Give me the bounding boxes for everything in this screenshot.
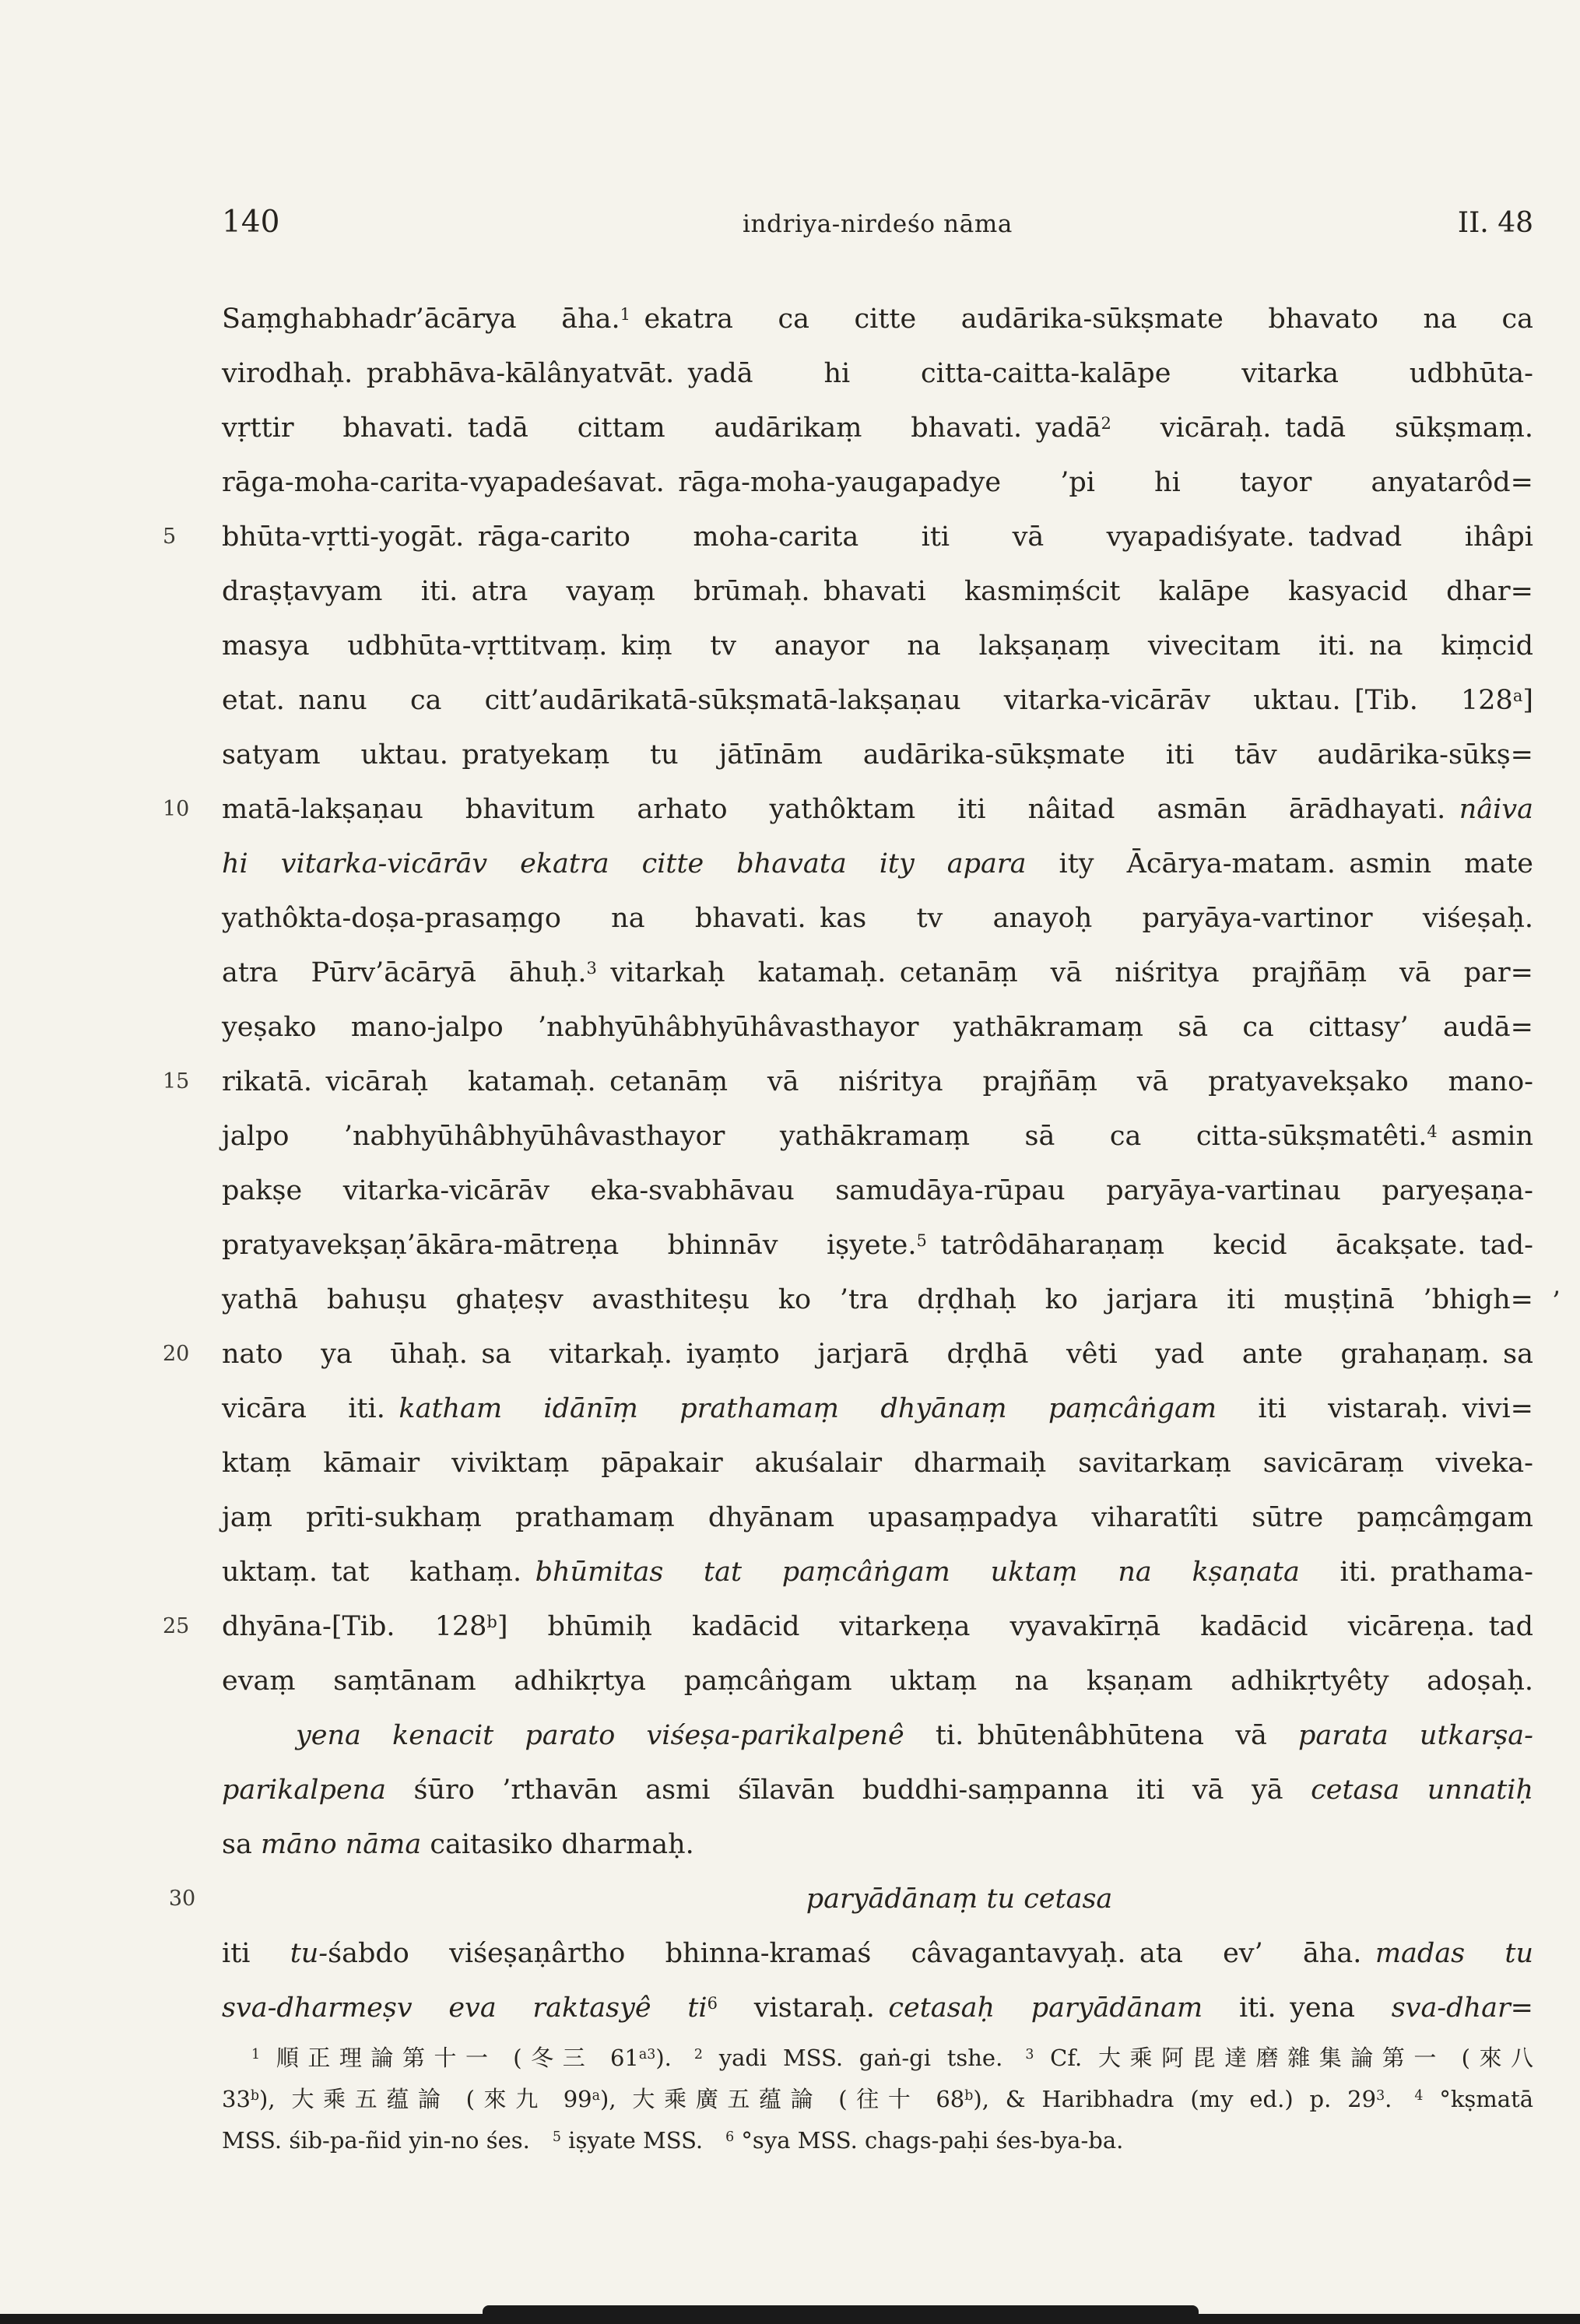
text-segment: etat. nanu ca citt’audārikatā-sūkṣmatā-lakṣaṇau vitarka-vicārāv uktau. [Tib. 128 — [222, 685, 1513, 716]
footnote-marker: 2 — [1101, 413, 1111, 433]
text-segment: matā-lakṣaṇau bhavitum arhato yathôktam iti nâitad asmān ārādhayati. — [222, 794, 1459, 825]
text-segment: ekatra ca citte audārika-sūkṣmate bhavato na ca — [630, 304, 1533, 335]
text-segment: dhyāna-[Tib. 128 — [222, 1611, 487, 1642]
text-segment: śabdo viśeṣaṇârtho bhinna-kramaś câvagantavyaḥ. ata ev’ āha. — [328, 1938, 1375, 1969]
italic-text: bhūmitas tat paṃcâṅgam uktaṃ na kṣaṇata — [535, 1557, 1300, 1588]
italic-text: cetasaḥ paryādānam — [888, 1992, 1203, 2024]
text-segment: ), 大乘廣五蕴論 (往十 68 — [600, 2086, 965, 2112]
text-segment: iti. yena — [1203, 1992, 1392, 2024]
text-line — [222, 401, 1533, 455]
text-segment: Saṃghabhadr’ācārya āha. — [222, 304, 620, 335]
text-segment: virodhaḥ. prabhāva-kālânyatvāt. yadā hi citta-caitta-kalāpe vitarka udbhūta- — [222, 358, 1533, 389]
footnote-marker: 1 — [251, 2047, 261, 2063]
text-segment: vṛttir bhavati. tadā cittam audārikaṃ bhavati. yadā — [222, 412, 1101, 444]
text-line — [222, 891, 1533, 946]
text-line — [222, 1926, 1533, 1981]
italic-text: cetasa unnatiḥ — [1311, 1775, 1533, 1806]
footnote-marker: 1 — [620, 304, 630, 324]
text-segment: yathā bahuṣu ghaṭeṣv avasthiteṣu ko ’tra dṛḍhaḥ ko jarjara iti muṣṭinā ’bhigh= — [222, 1284, 1533, 1315]
text-segment: ), & Haribhadra (my ed.) p. 29 — [973, 2086, 1377, 2112]
text-segment: 33 — [222, 2086, 251, 2112]
text-segment: pratyavekṣaṇ’ākāra-mātreṇa bhinnāv iṣyete. — [222, 1230, 917, 1261]
text-segment: ktaṃ kāmair viviktaṃ pāpakair akuśalair dharmaiḥ savitarkaṃ savicāraṃ viveka- — [222, 1448, 1533, 1479]
text-line — [222, 1654, 1533, 1708]
section-ref: II. 48 — [1457, 207, 1533, 239]
margin-line-number: 25 — [163, 1614, 190, 1638]
footnote-marker: 4 — [1427, 1122, 1438, 1141]
italic-text: sva-dhar= — [1391, 1992, 1534, 2024]
text-line — [163, 1055, 1533, 1109]
text-line — [222, 1164, 1533, 1218]
text-segment: uktaṃ. tat kathaṃ. — [222, 1557, 535, 1588]
footnote-marker: 4 — [1414, 2088, 1424, 2105]
margin-line-number: 5 — [163, 525, 177, 549]
text-segment: MSS. śib-pa-ñid yin-no śes. — [222, 2127, 553, 2154]
italic-text: nâiva — [1459, 794, 1533, 825]
text-segment: iti — [222, 1938, 290, 1969]
text-line — [222, 292, 1533, 346]
text-segment: ] — [1522, 685, 1533, 716]
text-segment: yeṣako mano-jalpo ’nabhyūhâbhyūhâvasthayor yathākramaṃ sā ca cittasy’ audā= — [222, 1012, 1533, 1043]
text-segment: atra Pūrv’ācāryā āhuḥ. — [222, 957, 587, 988]
text-line — [222, 2079, 1533, 2120]
text-segment: rāga-moha-carita-vyapadeśavat. rāga-moha-yaugapadye ’pi hi tayor anyatarôd= — [222, 467, 1533, 498]
text-line — [222, 2038, 1533, 2079]
text-segment: Cf. 大乘阿毘達磨雜集論第一 (來八 — [1034, 2045, 1534, 2071]
italic-text: sva-dharmeṣv eva raktasyê ti — [222, 1992, 707, 2024]
text-segment: sa — [222, 1829, 261, 1860]
text-segment: iti. prathama- — [1299, 1557, 1533, 1588]
text-segment: pakṣe vitarka-vicārāv eka-svabhāvau samudāya-rūpau paryāya-vartinau paryeṣaṇa- — [222, 1175, 1533, 1206]
text-segment: 順正理論第十一 (冬三 61 — [260, 2045, 639, 2071]
text-line — [168, 1872, 1533, 1926]
text-segment: ti. bhūtenâbhūtena vā — [904, 1720, 1298, 1751]
text-segment: iti vistaraḥ. vivi= — [1217, 1393, 1533, 1424]
text-segment: śūro ’rthavān asmi śīlavān buddhi-saṃpanna iti vā yā — [386, 1775, 1311, 1806]
margin-line-number: 10 — [163, 797, 190, 821]
scan-edge-bump — [483, 2305, 1199, 2324]
text-line — [222, 1273, 1533, 1327]
text-line — [222, 455, 1533, 510]
footnote-marker: b — [250, 2088, 260, 2105]
text-line — [222, 1981, 1533, 2035]
text-segment: vicāraḥ. tadā sūkṣmaṃ. — [1111, 412, 1533, 444]
text-segment: tatrôdāharaṇaṃ kecid ācakṣate. tad- — [926, 1230, 1533, 1261]
text-segment: bhūta-vṛtti-yogāt. rāga-carito moha-carita iti vā vyapadiśyate. tadvad ihâpi — [222, 521, 1533, 553]
italic-text: parata utkarṣa- — [1297, 1720, 1533, 1751]
text-segment: asmin — [1437, 1121, 1533, 1152]
text-line — [222, 946, 1533, 1000]
scan-artifact-mark: ’ — [1552, 1286, 1561, 1317]
footnote-marker: 6 — [707, 1993, 718, 2013]
text-segment: . — [1385, 2086, 1415, 2112]
text-segment: evaṃ saṃtānam adhikṛtya paṃcâṅgam uktaṃ na kṣaṇam adhikṛtyêty adoṣaḥ. — [222, 1666, 1533, 1697]
italic-text: yena kenacit parato viśeṣa-parikalpenê — [296, 1720, 904, 1751]
italic-text: katham idānīṃ prathamaṃ dhyānaṃ paṃcâṅgam — [399, 1393, 1217, 1424]
footnote-marker: 3 — [586, 958, 597, 978]
italic-text: hi vitarka-vicārāv ekatra citte bhavata ity apara — [222, 848, 1027, 879]
text-line — [222, 1436, 1533, 1490]
footnote-marker: 2 — [693, 2047, 703, 2063]
footnote-marker: 5 — [552, 2129, 561, 2146]
text-line — [222, 1218, 1533, 1273]
footnote-marker: a3 — [638, 2047, 656, 2063]
text-segment: °kṣmatā — [1423, 2086, 1534, 2112]
text-line — [222, 619, 1533, 673]
text-line — [222, 2120, 1533, 2161]
text-segment: satyam uktau. pratyekaṃ tu jātīnām audārika-sūkṣmate iti tāv audārika-sūkṣ= — [222, 739, 1533, 771]
text-segment: draṣṭavyam iti. atra vayaṃ brūmaḥ. bhavati kasmiṃścit kalāpe kasyacid dhar= — [222, 576, 1533, 607]
text-line — [222, 1381, 1533, 1436]
text-line — [163, 510, 1533, 564]
text-line — [222, 1763, 1533, 1817]
text-segment: yadi MSS. gaṅ-gi tshe. — [702, 2045, 1026, 2071]
footnote-marker: a — [592, 2088, 601, 2105]
text-segment: ), 大乘五蕴論 (來九 99 — [259, 2086, 592, 2112]
italic-text: tu- — [290, 1938, 328, 1969]
footnotes — [222, 2038, 1533, 2161]
running-head: indriya-nirdeśo nāma — [743, 210, 1013, 238]
text-segment: iṣyate MSS. — [560, 2127, 726, 2154]
text-line — [222, 1817, 1533, 1872]
margin-line-number: 20 — [163, 1342, 190, 1366]
text-line — [222, 346, 1533, 401]
text-line — [222, 837, 1533, 891]
footnote-marker: 3 — [1025, 2047, 1034, 2063]
text-line — [163, 1599, 1533, 1654]
text-segment: ] bhūmiḥ kadācid vitarkeṇa vyavakīrṇā kadācid vicāreṇa. tad — [497, 1611, 1533, 1642]
margin-line-number: 30 — [168, 1887, 196, 1911]
text-segment: vicāra iti. — [222, 1393, 399, 1424]
text-line — [222, 1490, 1533, 1545]
italic-text: māno nāma — [260, 1829, 422, 1860]
page-number: 140 — [222, 205, 280, 240]
text-segment: jaṃ prīti-sukhaṃ prathamaṃ dhyānam upasaṃpadya viharatîti sūtre paṃcâṃgam — [222, 1502, 1533, 1533]
footnote-marker: a — [1512, 686, 1523, 705]
text-segment: °sya MSS. chags-paḥi śes-bya-ba. — [734, 2127, 1124, 2154]
text-line — [222, 1000, 1533, 1055]
footnote-marker: 3 — [1376, 2088, 1385, 2105]
text-line — [222, 673, 1533, 728]
text-line — [222, 728, 1533, 782]
footnote-marker: b — [486, 1612, 497, 1631]
text-line — [222, 1708, 1533, 1763]
text-line — [222, 1545, 1533, 1599]
text-segment: ). — [655, 2045, 694, 2071]
text-segment: rikatā. vicāraḥ katamaḥ. cetanāṃ vā niśritya prajñāṃ vā pratyavekṣako mano- — [222, 1066, 1533, 1097]
italic-text: madas tu — [1375, 1938, 1533, 1969]
italic-text: parikalpena — [222, 1775, 386, 1806]
page-header — [222, 204, 1533, 241]
footnote-marker: 6 — [725, 2129, 735, 2146]
italic-text: paryādānaṃ tu cetasa — [806, 1883, 1113, 1915]
text-line — [163, 1327, 1533, 1381]
text-segment: caitasiko dharmaḥ. — [421, 1829, 694, 1860]
text-line — [222, 1109, 1533, 1164]
footnote-marker: 5 — [916, 1230, 927, 1250]
text-segment: vistaraḥ. — [718, 1992, 889, 2024]
text-segment: masya udbhūta-vṛttitvaṃ. kiṃ tv anayor na lakṣaṇaṃ vivecitam iti. na kiṃcid — [222, 630, 1533, 662]
text-segment: nato ya ūhaḥ. sa vitarkaḥ. iyaṃto jarjarā dṛḍhā vêti yad ante grahaṇaṃ. sa — [222, 1339, 1533, 1370]
margin-line-number: 15 — [163, 1069, 190, 1094]
text-segment: ity Ācārya-matam. asmin mate — [1026, 848, 1533, 879]
text-segment: jalpo ’nabhyūhâbhyūhâvasthayor yathākramaṃ sā ca citta-sūkṣmatêti. — [222, 1121, 1427, 1152]
text-segment: yathôkta-doṣa-prasaṃgo na bhavati. kas tv anayoḥ paryāya-vartinor viśeṣaḥ. — [222, 903, 1533, 934]
text-line — [163, 782, 1533, 837]
text-line — [222, 564, 1533, 619]
footnote-marker: b — [964, 2088, 974, 2105]
body-text — [163, 292, 1534, 2035]
text-segment: vitarkaḥ katamaḥ. cetanāṃ vā niśritya prajñāṃ vā par= — [596, 957, 1533, 988]
